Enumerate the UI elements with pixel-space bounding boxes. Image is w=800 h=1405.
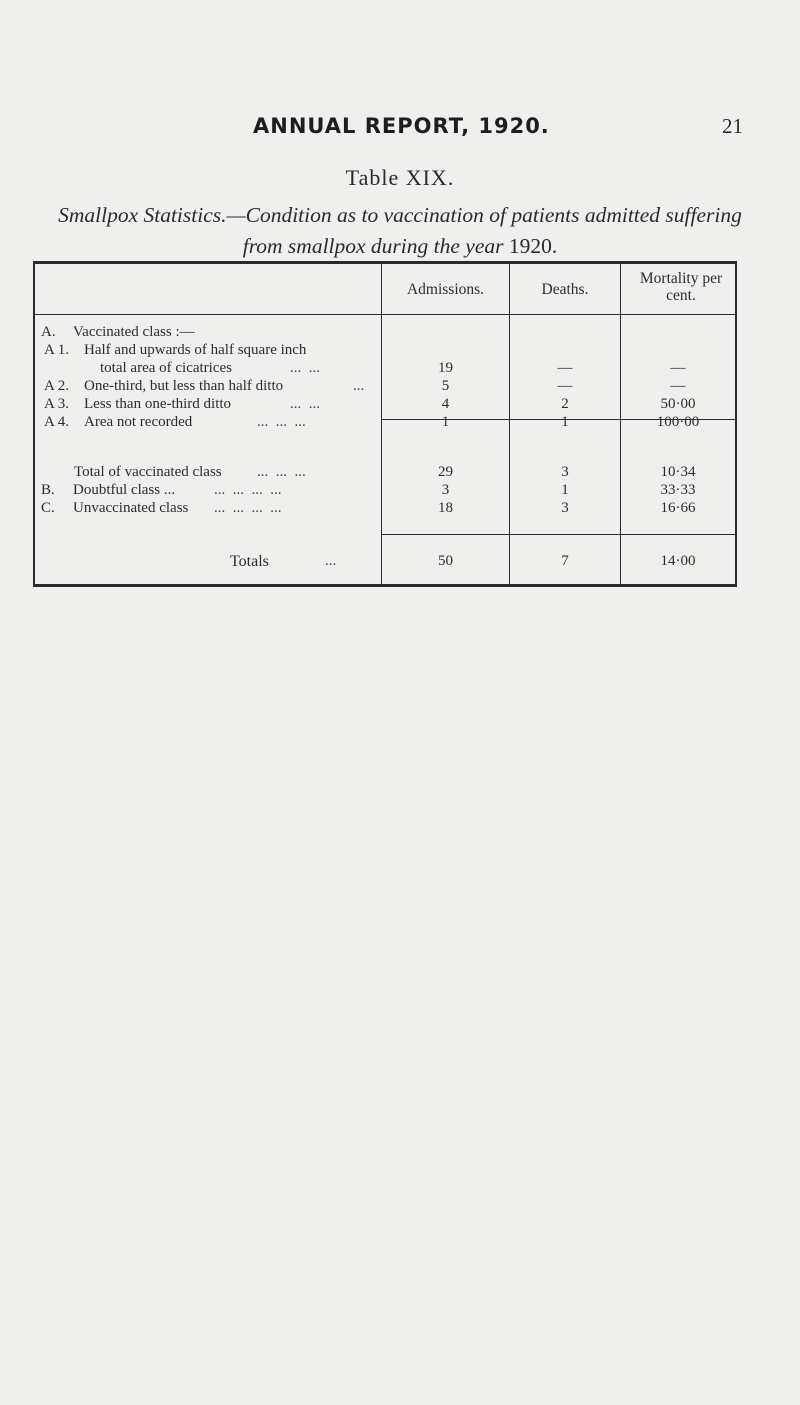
row-vaccinated-total-admissions: 29: [438, 464, 453, 480]
section-a-letter: A.: [41, 324, 56, 340]
section-a-label: Vaccinated class :—: [73, 324, 195, 340]
totals-mortality: 14·00: [660, 553, 696, 569]
table-bottom-border: [33, 584, 737, 587]
row-a1-label-line1: Half and upwards of half square inch: [84, 342, 307, 358]
row-a4-code: A 4.: [44, 414, 70, 430]
running-head: [0, 114, 800, 144]
row-a3-deaths: 2: [561, 396, 569, 412]
row-a2-mortality: —: [670, 378, 686, 394]
row-b-code: B.: [41, 482, 55, 498]
row-a4-mortality: 100·00: [656, 414, 700, 430]
row-b-leaders: ... ... ... ...: [214, 482, 282, 498]
row-c-code: C.: [41, 500, 55, 516]
row-vaccinated-total-leaders: ... ... ...: [257, 464, 306, 480]
row-c-admissions: 18: [438, 500, 453, 516]
running-title: ANNUAL REPORT, 1920.: [253, 114, 550, 138]
row-b-admissions: 3: [441, 482, 450, 498]
row-a4-admissions: 1: [441, 414, 450, 430]
row-c-deaths: 3: [561, 500, 569, 516]
totals-deaths: 7: [561, 553, 569, 569]
smallpox-statistics-table: [33, 261, 737, 587]
totals-rule: [381, 534, 735, 535]
caption-text: Smallpox Statistics.—Condition as to vaccination of patients admitted suffering from smallpox during the year: [58, 203, 742, 258]
column-header-admissions: Admissions.: [406, 281, 485, 298]
column-header-deaths: Deaths.: [541, 281, 589, 298]
totals-leaders: ...: [325, 553, 337, 569]
row-c-mortality: 16·66: [660, 500, 696, 516]
totals-label: Totals: [230, 553, 269, 570]
table-left-border: [33, 261, 35, 587]
row-a4-deaths: 1: [561, 414, 569, 430]
row-a1-deaths: —: [557, 360, 573, 376]
row-a1-code: A 1.: [44, 342, 70, 358]
table-top-border: [33, 261, 737, 264]
row-vaccinated-total-label: Total of vaccinated class: [74, 464, 222, 480]
row-b-deaths: 1: [561, 482, 569, 498]
totals-admissions: 50: [438, 553, 453, 569]
row-a1-mortality: —: [670, 360, 686, 376]
row-a1-leaders: ... ...: [290, 360, 320, 376]
header-rule: [33, 314, 737, 315]
table-right-border: [735, 261, 737, 587]
row-b-mortality: 33·33: [660, 482, 696, 498]
row-a3-code: A 3.: [44, 396, 70, 412]
row-a1-label-line2: total area of cicatrices: [100, 360, 232, 376]
caption-year: 1920.: [508, 234, 558, 258]
column-header-mortality: Mortality per cent.: [639, 270, 723, 304]
page-number: 21: [722, 114, 743, 138]
row-c-label: Unvaccinated class: [73, 500, 189, 516]
row-a2-code: A 2.: [44, 378, 70, 394]
row-a2-deaths: —: [557, 378, 573, 394]
row-a2-admissions: 5: [441, 378, 450, 394]
row-a3-leaders: ... ...: [290, 396, 320, 412]
row-a2-leaders: ...: [353, 378, 365, 394]
row-a3-admissions: 4: [441, 396, 450, 412]
row-vaccinated-total-mortality: 10·34: [660, 464, 696, 480]
row-a2-label: One-third, but less than half ditto: [84, 378, 284, 394]
row-b-label: Doubtful class ...: [73, 482, 176, 498]
row-a3-label: Less than one-third ditto: [84, 396, 232, 412]
row-a4-label: Area not recorded: [84, 414, 193, 430]
row-a3-mortality: 50·00: [660, 396, 696, 412]
row-vaccinated-total-deaths: 3: [561, 464, 569, 480]
row-c-leaders: ... ... ... ...: [214, 500, 282, 516]
row-a1-admissions: 19: [438, 360, 453, 376]
row-a4-leaders: ... ... ...: [257, 414, 306, 430]
table-caption: [40, 200, 760, 262]
table-title: Table XIX.: [345, 165, 455, 190]
